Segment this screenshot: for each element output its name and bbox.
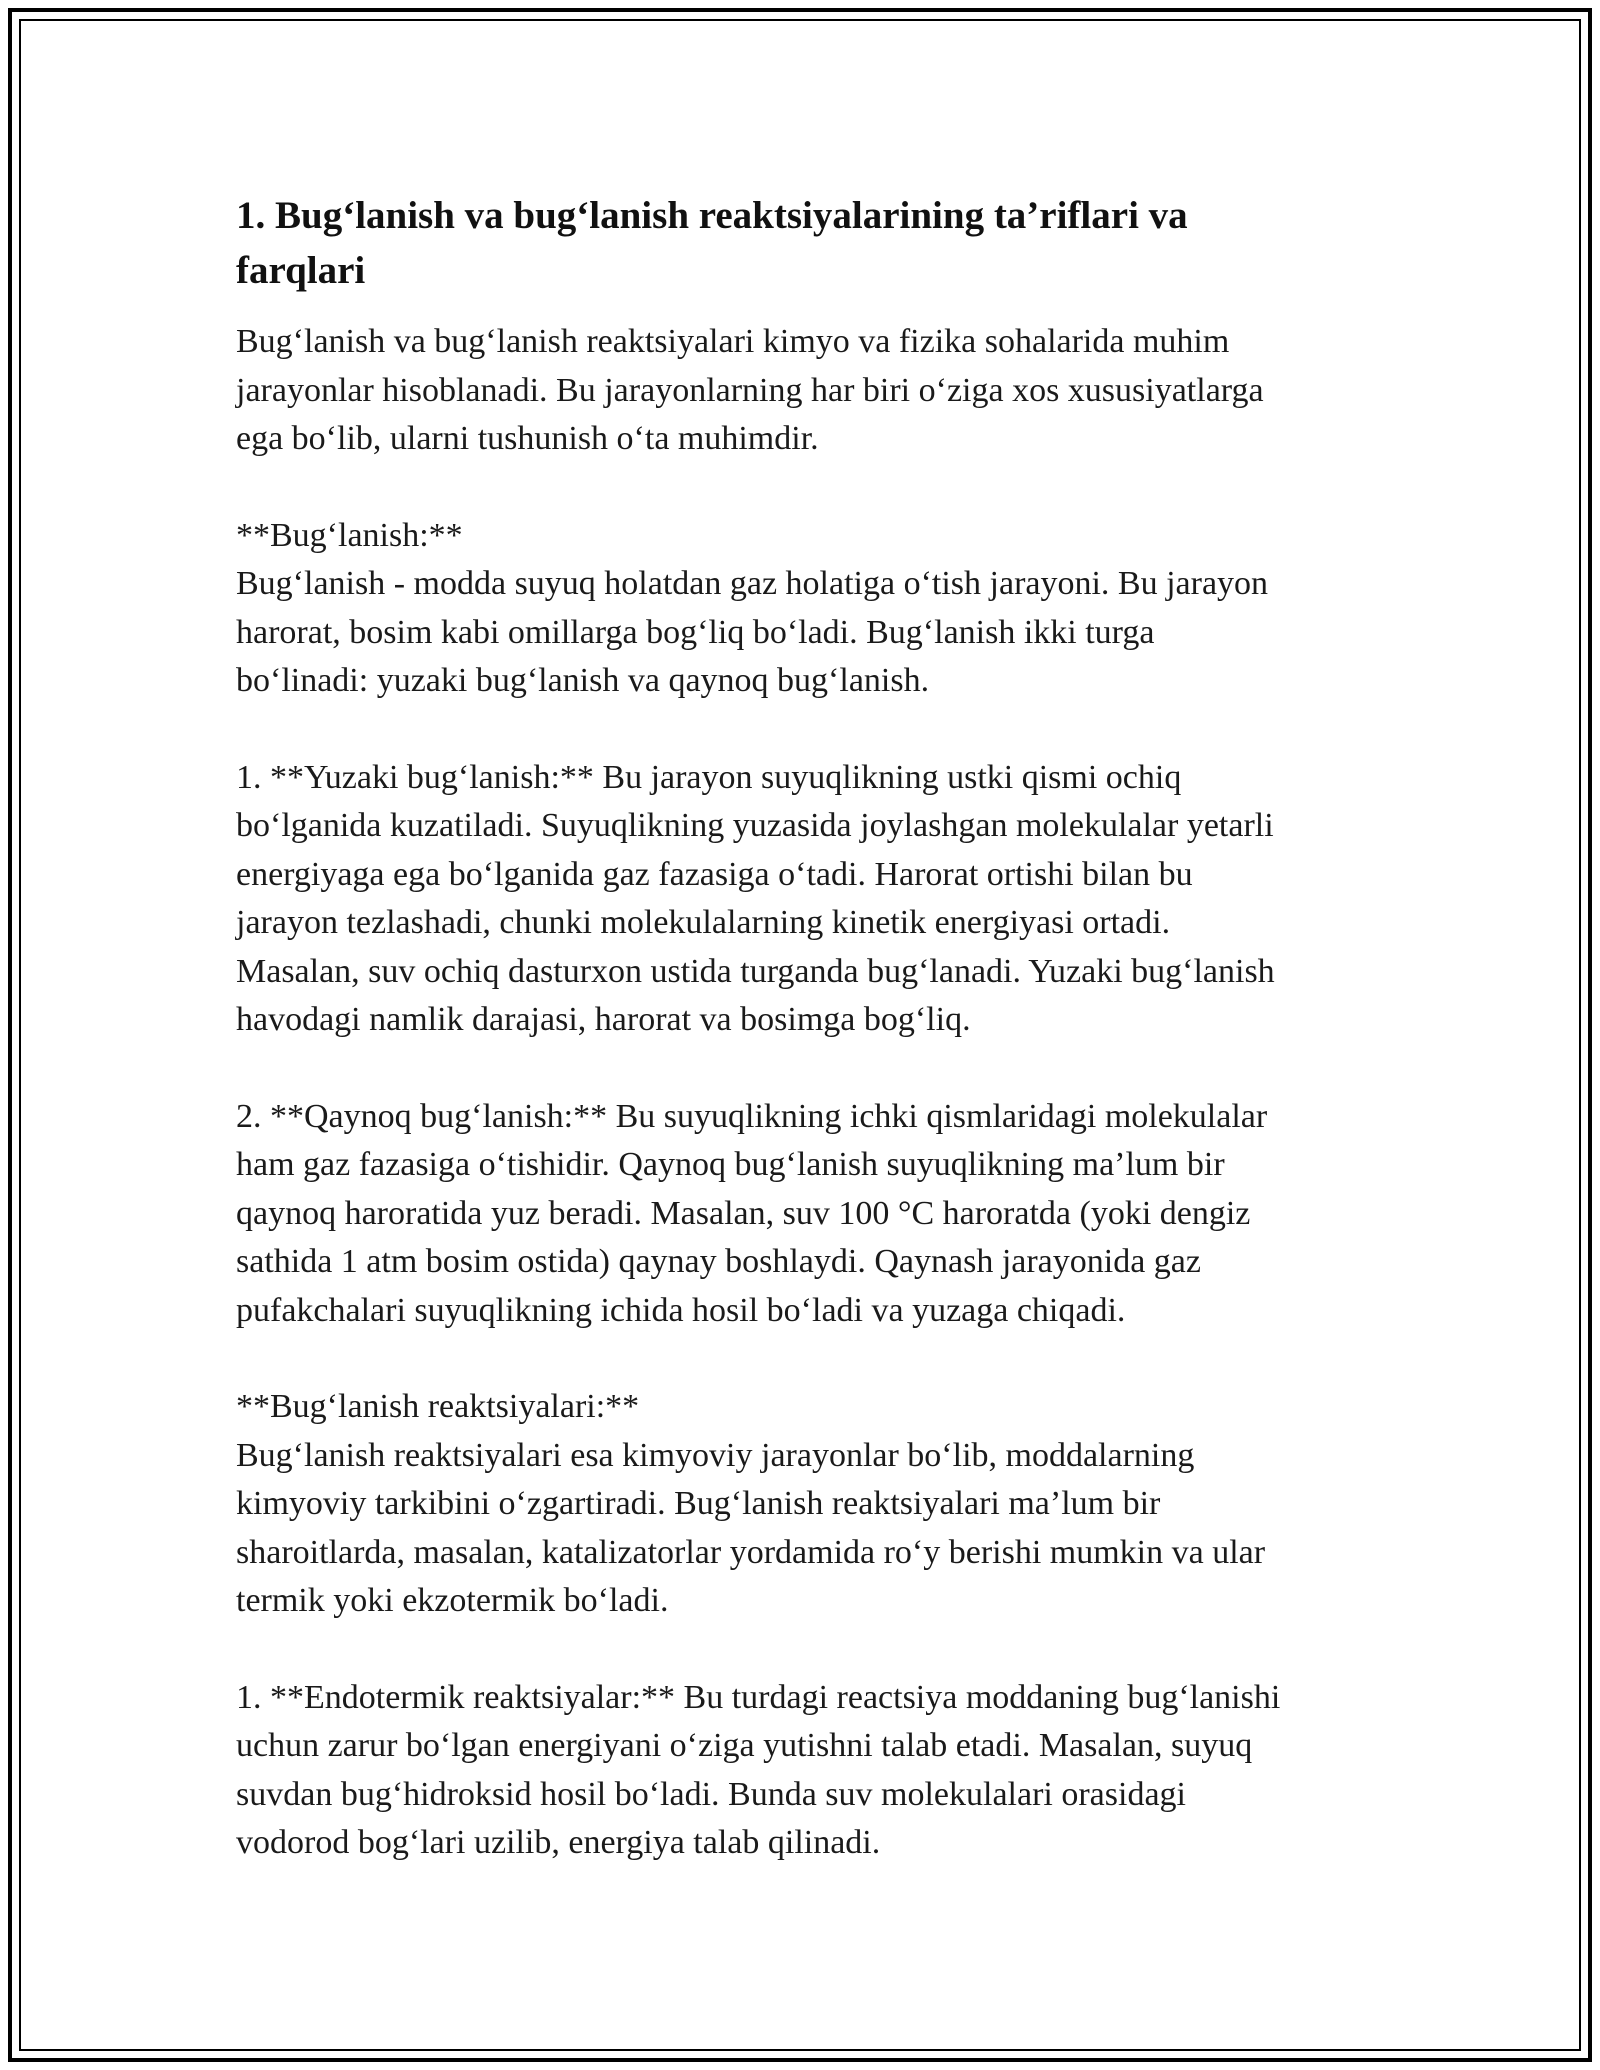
surface-evaporation-paragraph (236, 754, 1376, 1045)
text-line: bo‘lganida kuzatiladi. Suyuqlikning yuzasida joylashgan molekulalar yetarli (236, 807, 1274, 844)
evaporation-paragraph (236, 512, 1376, 706)
subheading-line: **Bug‘lanish:** (236, 516, 463, 554)
text-line: jarayon tezlashadi, chunki molekulalarning kinetik energiyasi ortadi. (236, 904, 1171, 941)
text-line: 2. **Qaynoq bug‘lanish:** Bu suyuqlikning ichki qismlaridagi molekulalar (236, 1097, 1268, 1135)
text-line: qaynoq haroratida yuz beradi. Masalan, suv 100 °C haroratda (yoki dengiz (236, 1194, 1251, 1232)
text-line: sathida 1 atm bosim ostida) qaynay boshlaydi. Qaynash jarayonida gaz (236, 1243, 1201, 1280)
text-line: havodagi namlik darajasi, harorat va bosimga bog‘liq. (236, 1001, 971, 1038)
text-line: ham gaz fazasiga o‘tishidir. Qaynoq bug‘lanish suyuqlikning ma’lum bir (236, 1146, 1225, 1183)
text-line: Bug‘lanish - modda suyuq holatdan gaz holatiga o‘tish jarayoni. Bu jarayon (236, 565, 1269, 602)
text-line: suvdan bug‘hidroksid hosil bo‘ladi. Bunda suv molekulalari orasidagi (236, 1775, 1186, 1813)
text-line: vodorod bog‘lari uzilib, energiya talab qilinadi. (236, 1824, 881, 1861)
intro-paragraph (236, 318, 1376, 464)
subheading-line: **Bug‘lanish reaktsiyalari:** (236, 1388, 640, 1425)
endothermic-reactions-paragraph (236, 1674, 1376, 1868)
text-line: 1. **Yuzaki bug‘lanish:** Bu jarayon suyuqlikning ustki qismi ochiq (236, 758, 1182, 796)
text-line: ega bo‘lib, ularni tushunish o‘ta muhimdir. (236, 420, 819, 457)
text-line: sharoitlarda, masalan, katalizatorlar yordamida ro‘y berishi mumkin va ular (236, 1533, 1266, 1571)
text-line: Masalan, suv ochiq dasturxon ustida turganda bug‘lanadi. Yuzaki bug‘lanish (236, 952, 1275, 990)
text-line: Bug‘lanish va bug‘lanish reaktsiyalari kimyo va fizika sohalarida muhim (236, 323, 1230, 360)
heading-line: 1. Bug‘lanish va bug‘lanish reaktsiyalarining ta’riflari va (236, 194, 1188, 237)
heading-line: farqlari (236, 249, 366, 292)
section-heading (236, 188, 1376, 298)
text-line: kimyoviy tarkibini o‘zgartiradi. Bug‘lanish reaktsiyalari ma’lum bir (236, 1485, 1161, 1522)
text-line: 1. **Endotermik reaktsiyalar:** Bu turdagi reactsiya moddaning bug‘lanishi (236, 1678, 1281, 1716)
text-line: bo‘linadi: yuzaki bug‘lanish va qaynoq bug‘lanish. (236, 662, 930, 699)
text-line: Bug‘lanish reaktsiyalari esa kimyoviy jarayonlar bo‘lib, moddalarning (236, 1436, 1195, 1474)
document-body (236, 188, 1376, 1916)
text-line: pufakchalari suyuqlikning ichida hosil bo‘ladi va yuzaga chiqadi. (236, 1291, 1126, 1329)
text-line: termik yoki ekzotermik bo‘ladi. (236, 1582, 669, 1619)
text-line: energiyaga ega bo‘lganida gaz fazasiga o‘tadi. Harorat ortishi bilan bu (236, 855, 1193, 893)
text-line: harorat, bosim kabi omillarga bog‘liq bo‘ladi. Bug‘lanish ikki turga (236, 613, 1155, 651)
evaporation-reactions-paragraph (236, 1383, 1376, 1626)
text-line: jarayonlar hisoblanadi. Bu jarayonlarning har biri o‘ziga xos xususiyatlarga (236, 371, 1264, 409)
boiling-evaporation-paragraph (236, 1093, 1376, 1336)
text-line: uchun zarur bo‘lgan energiyani o‘ziga yutishni talab etadi. Masalan, suyuq (236, 1727, 1253, 1764)
